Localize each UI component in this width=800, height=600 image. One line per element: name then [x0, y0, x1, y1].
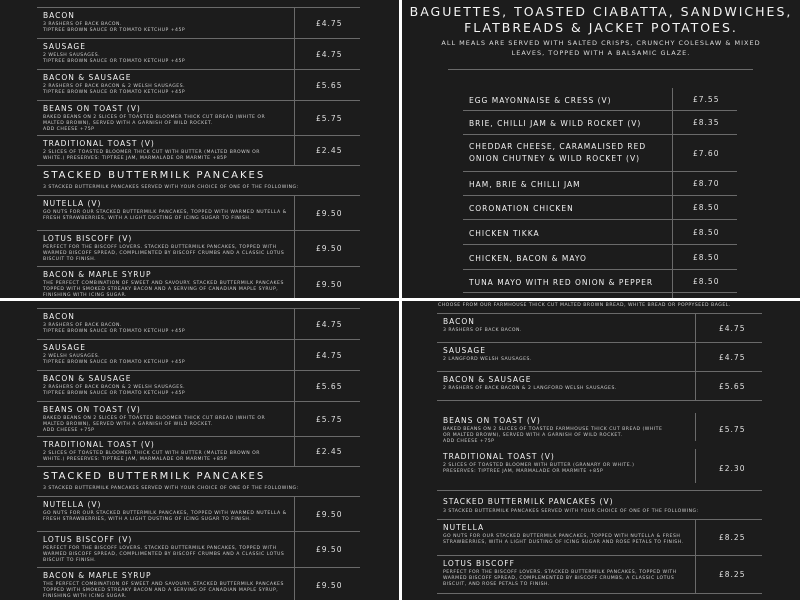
item-name: HAM, BRIE & CHILLI JAM: [469, 180, 581, 189]
item-price: £4.75: [316, 319, 343, 329]
item-description: BAKED BEANS ON 2 SLICES OF TOASTED BLOOMER THICK CUT BREAD (WHITE OR MALTED BROWN), SERVED WITH A GARNISH OF WILD ROCKET. ADD CHEESE +75P: [43, 416, 266, 433]
bread-choice-note: CHOOSE FROM OUR FARMHOUSE THICK CUT MALTED BROWN BREAD, WHITE BREAD OR POPPYSEED BAGEL.: [438, 303, 731, 308]
item-name: LOTUS BISCOFF: [443, 559, 515, 568]
item-price: £5.65: [316, 80, 343, 90]
item-name: CHICKEN, BACON & MAYO: [469, 253, 587, 263]
section-header: [37, 166, 360, 196]
item-name: BACON: [43, 312, 75, 321]
item-price: £9.50: [316, 545, 343, 554]
item-description: GO NUTS FOR OUR STACKED BUTTERMILK PANCAKES, TOPPED WITH NUTELLA & FRESH STRAWBERRIES, WITH A LIGHT DUSTING OF ICING SUGAR AND ROSE PETALS TO FINISH.: [443, 534, 684, 545]
section-description: 3 STACKED BUTTERMILK PANCAKES SERVED WITH YOUR CHOICE OF ONE OF THE FOLLOWING:: [43, 486, 299, 491]
item-name: BEANS ON TOAST (V): [43, 104, 141, 113]
column-divider: [294, 497, 295, 600]
item-description: 2 RASHERS OF BACK BACON & 2 WELSH SAUSAGES. TIPTREE BROWN SAUCE OR TOMATO KETCHUP +45P: [43, 385, 186, 396]
menu-item: [463, 245, 737, 270]
item-name: BACON & MAPLE SYRUP: [43, 571, 152, 580]
menu-item: [37, 568, 360, 600]
menu-item: [463, 293, 737, 298]
item-price: £8.25: [719, 533, 746, 542]
menu-item: [37, 231, 360, 267]
item-name: BEANS ON TOAST (V): [443, 416, 541, 425]
menu-item: [37, 70, 360, 101]
item-name: BACON: [443, 317, 475, 326]
item-description: PERFECT FOR THE BISCOFF LOVERS. STACKED BUTTERMILK PANCAKES, TOPPED WITH WARMED BISCOFF SPREAD, COMPLIMENTED BY BISCOFF CRUMBS AND A CLASSIC LOTUS BISCUIT TO FINISH.: [43, 546, 285, 563]
section-header: [437, 491, 762, 520]
section-title: STACKED BUTTERMILK PANCAKES: [43, 471, 266, 482]
item-name: CHEDDAR CHEESE, CARAMALISED RED ONION CHUTNEY & WILD ROCKET (V): [469, 142, 647, 163]
menu-item: [37, 340, 360, 371]
menu-item: [37, 8, 360, 39]
item-name: BEANS ON TOAST (V): [43, 405, 141, 414]
menu-item: [437, 449, 762, 491]
item-name: BACON & SAUSAGE: [43, 374, 132, 383]
item-price: £8.35: [693, 118, 720, 127]
item-price: £4.75: [719, 352, 746, 362]
menu-item: [37, 39, 360, 70]
item-name: NUTELLA (V): [43, 500, 102, 509]
lunch-title: BAGUETTES, TOASTED CIABATTA, SANDWICHES, FLATBREADS & JACKET POTATOES.: [409, 4, 793, 35]
item-description: BAKED BEANS ON 2 SLICES OF TOASTED FARMHOUSE THICK CUT BREAD (WHITE OR MALTED BROWN), SERVED WITH A GARNISH OF WILD ROCKET. ADD CHEESE +75P: [443, 427, 663, 444]
menu-item: [37, 309, 360, 340]
item-price: £8.70: [693, 179, 720, 188]
item-price: £9.50: [316, 280, 343, 289]
item-description: GO NUTS FOR OUR STACKED BUTTERMILK PANCAKES, TOPPED WITH WARMED NUTELLA & FRESH STRAWBERRIES, WITH A LIGHT DUSTING OF ICING SUGAR TO FINISH.: [43, 210, 287, 221]
item-name: TRADITIONAL TOAST (V): [43, 139, 155, 148]
item-price: £4.75: [316, 350, 343, 360]
breakfast-menu-panel-top: [0, 0, 399, 298]
item-name: BACON & SAUSAGE: [43, 73, 132, 82]
item-price: £9.50: [316, 509, 343, 519]
item-price: £8.50: [693, 276, 720, 286]
item-price: £4.75: [316, 49, 343, 59]
item-price: £2.30: [719, 464, 746, 473]
item-name: NUTELLA (V): [43, 199, 102, 208]
item-name: CHICKEN TIKKA: [469, 228, 540, 238]
menu-item: [437, 520, 762, 556]
breakfast-menu-panel-alt: [402, 301, 800, 600]
menu-item: [437, 343, 762, 372]
item-description: 2 WELSH SAUSAGES. TIPTREE BROWN SAUCE OR TOMATO KETCHUP +45P: [43, 53, 186, 64]
menu-item: [463, 220, 737, 245]
item-description: 2 SLICES OF TOASTED BLOOMER THICK CUT WITH BUTTER (MALTED BROWN OR WHITE.) PRESERVES: TIPTREE JAM, MARMALADE OR MARMITE +85P: [43, 451, 260, 462]
menu-item: [37, 402, 360, 437]
column-divider: [695, 520, 696, 594]
item-price: £5.75: [719, 425, 746, 434]
item-description: 2 LANGFORD WELSH SAUSAGES.: [443, 357, 532, 362]
menu-item: [437, 314, 762, 343]
lunch-subtitle: ALL MEALS ARE SERVED WITH SALTED CRISPS, CRUNCHY COLESLAW & MIXED LEAVES, TOPPED WITH A BALSAMIC GLAZE.: [441, 39, 761, 57]
item-name: LOTUS BISCOFF (V): [43, 234, 133, 243]
item-name: SAUSAGE: [43, 343, 86, 352]
menu-item: [437, 556, 762, 594]
menu-item: [463, 88, 737, 111]
item-description: 3 RASHERS OF BACK BACON. TIPTREE BROWN SAUCE OR TOMATO KETCHUP +45P: [43, 22, 186, 33]
item-name: TRADITIONAL TOAST (V): [443, 452, 555, 461]
item-name: BRIE, CHILLI JAM & WILD ROCKET (V): [469, 119, 642, 128]
menu-item: [463, 172, 737, 196]
column-divider: [294, 8, 295, 166]
item-name: SAUSAGE: [443, 346, 486, 355]
item-price: £4.75: [719, 323, 746, 333]
breakfast-menu-panel-bottom: [0, 301, 399, 600]
item-description: 3 RASHERS OF BACK BACON. TIPTREE BROWN SAUCE OR TOMATO KETCHUP +45P: [43, 323, 186, 334]
item-price: £8.50: [693, 203, 720, 212]
menu-item: [37, 101, 360, 136]
item-name: TUNA MAYO WITH RED ONION & PEPPER: [469, 277, 654, 287]
item-price: £7.60: [693, 148, 720, 158]
item-description: PERFECT FOR THE BISCOFF LOVERS. STACKED BUTTERMILK PANCAKES, TOPPED WITH WARMED BISCOFF SPREAD, COMPLEMENTED BY BISCOFF CRUMBS, A CLASSIC LOTUS BISCUIT, AND ROSE PETALS TO FINISH.: [443, 570, 677, 587]
item-price: £2.45: [316, 146, 343, 155]
menu-item: [463, 135, 737, 172]
menu-item: [37, 532, 360, 568]
item-name: BACON: [43, 11, 75, 20]
menu-item: [37, 437, 360, 467]
menu-item: [37, 136, 360, 166]
column-divider: [695, 413, 696, 441]
section-title: STACKED BUTTERMILK PANCAKES (V): [443, 497, 614, 506]
item-description: 2 RASHERS OF BACK BACON & 2 LANGFORD WELSH SAUSAGES.: [443, 386, 617, 391]
item-price: £5.65: [316, 381, 343, 391]
menu-item: [463, 196, 737, 220]
section-description: 3 STACKED BUTTERMILK PANCAKES SERVED WITH YOUR CHOICE OF ONE OF THE FOLLOWING:: [43, 185, 299, 190]
item-name: BACON & SAUSAGE: [443, 375, 532, 384]
lunch-menu-panel: [402, 0, 800, 298]
item-price: £8.50: [693, 252, 720, 262]
column-divider: [672, 88, 673, 298]
item-name: EGG MAYONNAISE & CRESS (V): [469, 95, 612, 105]
column-divider: [695, 449, 696, 483]
section-description: 3 STACKED BUTTERMILK PANCAKES SERVED WITH YOUR CHOICE OF ONE OF THE FOLLOWING:: [443, 509, 699, 514]
column-divider: [294, 309, 295, 467]
item-price: £7.55: [693, 94, 720, 104]
item-name: NUTELLA: [443, 523, 485, 532]
item-description: PERFECT FOR THE BISCOFF LOVERS. STACKED BUTTERMILK PANCAKES, TOPPED WITH WARMED BISCOFF SPREAD, COMPLIMENTED BY BISCOFF CRUMBS AND A CLASSIC LOTUS BISCUIT TO FINISH.: [43, 245, 285, 262]
item-description: 3 RASHERS OF BACK BACON.: [443, 328, 522, 333]
item-price: £4.75: [316, 18, 343, 28]
item-description: GO NUTS FOR OUR STACKED BUTTERMILK PANCAKES, TOPPED WITH WARMED NUTELLA & FRESH STRAWBERRIES, WITH A LIGHT DUSTING OF ICING SUGAR TO FINISH.: [43, 511, 287, 522]
item-description: 2 SLICES OF TOASTED BLOOMER WITH BUTTER (GRANARY OR WHITE.) PRESERVES: TIPTREE JAM, MARMALADE OR MARMITE +85P: [443, 463, 635, 474]
item-name: BACON & MAPLE SYRUP: [43, 270, 152, 279]
item-description: BAKED BEANS ON 2 SLICES OF TOASTED BLOOMER THICK CUT BREAD (WHITE OR MALTED BROWN), SERVED WITH A GARNISH OF WILD ROCKET. ADD CHEESE +75P: [43, 115, 266, 132]
menu-item: [37, 497, 360, 532]
item-price: £9.50: [316, 208, 343, 218]
menu-item: [37, 267, 360, 298]
section-title: STACKED BUTTERMILK PANCAKES: [43, 170, 266, 181]
item-description: THE PERFECT COMBINATION OF SWEET AND SAVOURY. STACKED BUTTERMILK PANCAKES TOPPED WITH SMOKED STREAKY BACON AND A SERVING OF CANADIAN MAPLE SYRUP, FINISHING WITH ICING SUGAR.: [43, 582, 284, 599]
item-price: £5.65: [719, 381, 746, 391]
column-divider: [294, 196, 295, 298]
item-description: THE PERFECT COMBINATION OF SWEET AND SAVOURY. STACKED BUTTERMILK PANCAKES TOPPED WITH SMOKED STREAKY BACON AND A SERVING OF CANADIAN MAPLE SYRUP, FINISHING WITH ICING SUGAR.: [43, 281, 284, 298]
item-description: 2 SLICES OF TOASTED BLOOMER THICK CUT WITH BUTTER (MALTED BROWN OR WHITE.) PRESERVES: TIPTREE JAM, MARMALADE OR MARMITE +85P: [43, 150, 260, 161]
column-divider: [695, 314, 696, 401]
menu-item: [37, 371, 360, 402]
item-name: LOTUS BISCOFF (V): [43, 535, 133, 544]
item-price: £8.50: [693, 227, 720, 237]
item-description: 2 RASHERS OF BACK BACON & 2 WELSH SAUSAGES. TIPTREE BROWN SAUCE OR TOMATO KETCHUP +45P: [43, 84, 186, 95]
item-name: SAUSAGE: [43, 42, 86, 51]
item-price: £9.50: [316, 244, 343, 253]
divider: [448, 69, 753, 70]
item-description: 2 WELSH SAUSAGES. TIPTREE BROWN SAUCE OR TOMATO KETCHUP +45P: [43, 354, 186, 365]
item-price: £5.75: [316, 113, 343, 123]
menu-item: [37, 196, 360, 231]
menu-item: [463, 111, 737, 135]
item-price: £9.50: [316, 581, 343, 590]
section-header: [37, 467, 360, 497]
item-name: TRADITIONAL TOAST (V): [43, 440, 155, 449]
item-price: £8.25: [719, 570, 746, 579]
item-name: CORONATION CHICKEN: [469, 204, 574, 213]
menu-item: [437, 372, 762, 401]
menu-item: [463, 270, 737, 293]
menu-item: [437, 413, 762, 449]
item-price: £5.75: [316, 414, 343, 424]
item-price: £2.45: [316, 447, 343, 456]
